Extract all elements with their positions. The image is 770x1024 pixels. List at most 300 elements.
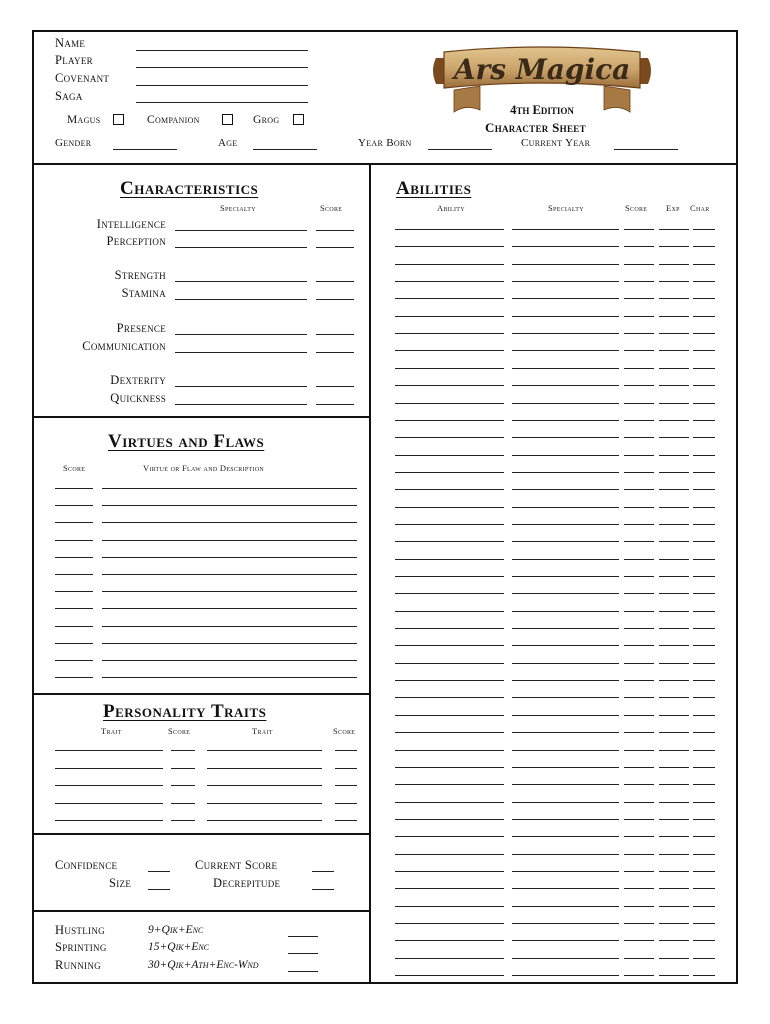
ability-char-field[interactable] xyxy=(693,836,715,837)
ability-char-field[interactable] xyxy=(693,819,715,820)
ability-char-field[interactable] xyxy=(693,229,715,230)
ability-char-field[interactable] xyxy=(693,732,715,733)
ability-score-field[interactable] xyxy=(624,611,654,612)
ability-score-field[interactable] xyxy=(624,472,654,473)
ability-char-field[interactable] xyxy=(693,576,715,577)
ability-char-field[interactable] xyxy=(693,437,715,438)
ability-exp-field[interactable] xyxy=(659,593,689,594)
ability-name-field[interactable] xyxy=(395,628,504,629)
characteristic-score-field[interactable] xyxy=(316,299,354,300)
ability-name-field[interactable] xyxy=(395,645,504,646)
trait-score-field[interactable] xyxy=(335,785,357,786)
ability-name-field[interactable] xyxy=(395,472,504,473)
ability-score-field[interactable] xyxy=(624,871,654,872)
ability-score-field[interactable] xyxy=(624,576,654,577)
trait-name-field[interactable] xyxy=(55,803,163,804)
ability-name-field[interactable] xyxy=(395,767,504,768)
trait-score-field[interactable] xyxy=(171,785,195,786)
ability-char-field[interactable] xyxy=(693,715,715,716)
grog-checkbox[interactable] xyxy=(293,114,304,125)
ability-score-field[interactable] xyxy=(624,697,654,698)
trait-score-field[interactable] xyxy=(171,820,195,821)
movement-value-field[interactable] xyxy=(288,971,318,972)
ability-name-field[interactable] xyxy=(395,316,504,317)
covenant-field[interactable] xyxy=(136,85,308,86)
ability-char-field[interactable] xyxy=(693,697,715,698)
ability-char-field[interactable] xyxy=(693,350,715,351)
ability-specialty-field[interactable] xyxy=(512,403,619,404)
ability-score-field[interactable] xyxy=(624,316,654,317)
characteristic-score-field[interactable] xyxy=(316,386,354,387)
ability-specialty-field[interactable] xyxy=(512,524,619,525)
ability-exp-field[interactable] xyxy=(659,507,689,508)
ability-specialty-field[interactable] xyxy=(512,923,619,924)
player-field[interactable] xyxy=(136,67,308,68)
ability-exp-field[interactable] xyxy=(659,854,689,855)
ability-exp-field[interactable] xyxy=(659,975,689,976)
ability-score-field[interactable] xyxy=(624,524,654,525)
trait-score-field[interactable] xyxy=(171,803,195,804)
ability-exp-field[interactable] xyxy=(659,958,689,959)
ability-specialty-field[interactable] xyxy=(512,472,619,473)
ability-name-field[interactable] xyxy=(395,507,504,508)
ability-char-field[interactable] xyxy=(693,663,715,664)
ability-score-field[interactable] xyxy=(624,281,654,282)
characteristic-specialty-field[interactable] xyxy=(175,281,307,282)
ability-name-field[interactable] xyxy=(395,732,504,733)
ability-char-field[interactable] xyxy=(693,420,715,421)
ability-score-field[interactable] xyxy=(624,715,654,716)
ability-specialty-field[interactable] xyxy=(512,281,619,282)
ability-score-field[interactable] xyxy=(624,836,654,837)
ability-specialty-field[interactable] xyxy=(512,593,619,594)
virtue-score-field[interactable] xyxy=(55,574,93,575)
ability-exp-field[interactable] xyxy=(659,524,689,525)
ability-char-field[interactable] xyxy=(693,281,715,282)
ability-specialty-field[interactable] xyxy=(512,350,619,351)
ability-name-field[interactable] xyxy=(395,715,504,716)
ability-exp-field[interactable] xyxy=(659,663,689,664)
virtue-score-field[interactable] xyxy=(55,643,93,644)
virtue-score-field[interactable] xyxy=(55,557,93,558)
ability-exp-field[interactable] xyxy=(659,420,689,421)
ability-specialty-field[interactable] xyxy=(512,385,619,386)
ability-specialty-field[interactable] xyxy=(512,541,619,542)
ability-score-field[interactable] xyxy=(624,767,654,768)
ability-char-field[interactable] xyxy=(693,888,715,889)
characteristic-score-field[interactable] xyxy=(316,230,354,231)
virtue-description-field[interactable] xyxy=(102,574,357,575)
characteristic-score-field[interactable] xyxy=(316,404,354,405)
ability-exp-field[interactable] xyxy=(659,923,689,924)
ability-name-field[interactable] xyxy=(395,750,504,751)
ability-name-field[interactable] xyxy=(395,836,504,837)
ability-score-field[interactable] xyxy=(624,802,654,803)
ability-specialty-field[interactable] xyxy=(512,229,619,230)
ability-name-field[interactable] xyxy=(395,420,504,421)
ability-exp-field[interactable] xyxy=(659,455,689,456)
ability-specialty-field[interactable] xyxy=(512,715,619,716)
name-field[interactable] xyxy=(136,50,308,51)
ability-specialty-field[interactable] xyxy=(512,958,619,959)
trait-score-field[interactable] xyxy=(335,750,357,751)
ability-score-field[interactable] xyxy=(624,489,654,490)
ability-specialty-field[interactable] xyxy=(512,611,619,612)
age-field[interactable] xyxy=(253,149,317,150)
ability-score-field[interactable] xyxy=(624,455,654,456)
ability-exp-field[interactable] xyxy=(659,802,689,803)
ability-name-field[interactable] xyxy=(395,368,504,369)
trait-score-header-2: Score xyxy=(333,726,356,736)
ability-char-field[interactable] xyxy=(693,385,715,386)
ability-score-field[interactable] xyxy=(624,593,654,594)
ability-name-field[interactable] xyxy=(395,524,504,525)
ability-specialty-field[interactable] xyxy=(512,628,619,629)
ability-specialty-field[interactable] xyxy=(512,489,619,490)
trait-name-field[interactable] xyxy=(55,785,163,786)
saga-field[interactable] xyxy=(136,102,308,103)
ability-score-field[interactable] xyxy=(624,385,654,386)
ability-score-field[interactable] xyxy=(624,628,654,629)
ability-char-field[interactable] xyxy=(693,472,715,473)
virtue-description-field[interactable] xyxy=(102,540,357,541)
ability-score-field[interactable] xyxy=(624,854,654,855)
ability-specialty-field[interactable] xyxy=(512,802,619,803)
ability-exp-field[interactable] xyxy=(659,541,689,542)
virtue-score-field[interactable] xyxy=(55,591,93,592)
ability-exp-field[interactable] xyxy=(659,836,689,837)
size-field[interactable] xyxy=(148,889,170,890)
ability-exp-field[interactable] xyxy=(659,628,689,629)
movement-value-field[interactable] xyxy=(288,936,318,937)
ability-name-field[interactable] xyxy=(395,403,504,404)
ability-name-field[interactable] xyxy=(395,437,504,438)
ability-specialty-field[interactable] xyxy=(512,333,619,334)
ability-specialty-field[interactable] xyxy=(512,784,619,785)
ability-exp-field[interactable] xyxy=(659,229,689,230)
ability-exp-field[interactable] xyxy=(659,645,689,646)
ability-char-field[interactable] xyxy=(693,246,715,247)
ability-exp-field[interactable] xyxy=(659,403,689,404)
magus-checkbox[interactable] xyxy=(113,114,124,125)
ability-name-field[interactable] xyxy=(395,784,504,785)
ability-specialty-field[interactable] xyxy=(512,732,619,733)
confidence-field[interactable] xyxy=(148,871,170,872)
ability-char-field[interactable] xyxy=(693,368,715,369)
ability-char-field[interactable] xyxy=(693,958,715,959)
ability-exp-field[interactable] xyxy=(659,385,689,386)
ability-exp-field[interactable] xyxy=(659,732,689,733)
ability-exp-field[interactable] xyxy=(659,906,689,907)
ability-name-field[interactable] xyxy=(395,333,504,334)
trait-name-field[interactable] xyxy=(55,768,163,769)
ability-specialty-field[interactable] xyxy=(512,507,619,508)
ability-exp-field[interactable] xyxy=(659,680,689,681)
ability-specialty-field[interactable] xyxy=(512,680,619,681)
virtue-score-field[interactable] xyxy=(55,488,93,489)
trait-name-field[interactable] xyxy=(207,803,322,804)
ability-char-field[interactable] xyxy=(693,940,715,941)
ability-exp-field[interactable] xyxy=(659,437,689,438)
ability-char-field[interactable] xyxy=(693,559,715,560)
trait-score-field[interactable] xyxy=(335,768,357,769)
year-born-field[interactable] xyxy=(428,149,492,150)
ability-score-field[interactable] xyxy=(624,420,654,421)
characteristic-score-field[interactable] xyxy=(316,352,354,353)
trait-name-field[interactable] xyxy=(207,785,322,786)
virtue-score-field[interactable] xyxy=(55,626,93,627)
trait-name-field[interactable] xyxy=(207,820,322,821)
ability-score-field[interactable] xyxy=(624,819,654,820)
ability-exp-field[interactable] xyxy=(659,298,689,299)
ability-name-field[interactable] xyxy=(395,281,504,282)
ability-name-field[interactable] xyxy=(395,350,504,351)
ability-name-field[interactable] xyxy=(395,264,504,265)
ability-score-field[interactable] xyxy=(624,368,654,369)
ability-char-field[interactable] xyxy=(693,611,715,612)
virtue-description-field[interactable] xyxy=(102,626,357,627)
ability-name-field[interactable] xyxy=(395,576,504,577)
trait-name-field[interactable] xyxy=(207,750,322,751)
ability-score-field[interactable] xyxy=(624,888,654,889)
ability-exp-field[interactable] xyxy=(659,281,689,282)
ability-specialty-field[interactable] xyxy=(512,559,619,560)
ability-exp-field[interactable] xyxy=(659,264,689,265)
ability-specialty-field[interactable] xyxy=(512,767,619,768)
ability-char-field[interactable] xyxy=(693,298,715,299)
ability-score-field[interactable] xyxy=(624,403,654,404)
ability-exp-field[interactable] xyxy=(659,888,689,889)
companion-checkbox[interactable] xyxy=(222,114,233,125)
ability-specialty-field[interactable] xyxy=(512,940,619,941)
movement-value-field[interactable] xyxy=(288,953,318,954)
virtue-description-field[interactable] xyxy=(102,522,357,523)
ability-exp-field[interactable] xyxy=(659,784,689,785)
ability-score-field[interactable] xyxy=(624,940,654,941)
ability-exp-field[interactable] xyxy=(659,316,689,317)
trait-name-field[interactable] xyxy=(55,820,163,821)
ability-score-field[interactable] xyxy=(624,246,654,247)
ability-name-field[interactable] xyxy=(395,489,504,490)
ability-char-field[interactable] xyxy=(693,628,715,629)
ability-exp-field[interactable] xyxy=(659,715,689,716)
ability-specialty-field[interactable] xyxy=(512,298,619,299)
trait-name-field[interactable] xyxy=(55,750,163,751)
ability-score-field[interactable] xyxy=(624,645,654,646)
virtue-score-field[interactable] xyxy=(55,660,93,661)
ability-exp-field[interactable] xyxy=(659,489,689,490)
ability-score-field[interactable] xyxy=(624,333,654,334)
ability-score-field[interactable] xyxy=(624,298,654,299)
ability-score-field[interactable] xyxy=(624,229,654,230)
ability-char-field[interactable] xyxy=(693,871,715,872)
trait-score-field[interactable] xyxy=(171,768,195,769)
characteristic-specialty-field[interactable] xyxy=(175,230,307,231)
ability-specialty-field[interactable] xyxy=(512,645,619,646)
ability-specialty-field[interactable] xyxy=(512,455,619,456)
ability-char-field[interactable] xyxy=(693,403,715,404)
ability-specialty-field[interactable] xyxy=(512,750,619,751)
ability-score-field[interactable] xyxy=(624,507,654,508)
ability-score-field[interactable] xyxy=(624,784,654,785)
ability-exp-field[interactable] xyxy=(659,559,689,560)
ability-score-field[interactable] xyxy=(624,750,654,751)
current-score-field[interactable] xyxy=(312,871,334,872)
ability-char-field[interactable] xyxy=(693,750,715,751)
characteristic-specialty-field[interactable] xyxy=(175,352,307,353)
virtue-score-field[interactable] xyxy=(55,677,93,678)
ability-name-field[interactable] xyxy=(395,906,504,907)
ability-name-field[interactable] xyxy=(395,559,504,560)
ability-name-field[interactable] xyxy=(395,871,504,872)
ability-char-field[interactable] xyxy=(693,854,715,855)
ability-char-field[interactable] xyxy=(693,455,715,456)
ability-char-field[interactable] xyxy=(693,906,715,907)
characteristic-score-field[interactable] xyxy=(316,281,354,282)
ability-score-field[interactable] xyxy=(624,923,654,924)
ability-exp-field[interactable] xyxy=(659,350,689,351)
characteristic-specialty-field[interactable] xyxy=(175,334,307,335)
ability-specialty-field[interactable] xyxy=(512,420,619,421)
ability-char-field[interactable] xyxy=(693,784,715,785)
ability-specialty-field[interactable] xyxy=(512,368,619,369)
trait-score-field[interactable] xyxy=(335,803,357,804)
ability-score-field[interactable] xyxy=(624,541,654,542)
ability-name-field[interactable] xyxy=(395,663,504,664)
trait-name-field[interactable] xyxy=(207,768,322,769)
ability-char-field[interactable] xyxy=(693,680,715,681)
virtue-description-field[interactable] xyxy=(102,557,357,558)
ability-exp-field[interactable] xyxy=(659,246,689,247)
characteristic-specialty-field[interactable] xyxy=(175,247,307,248)
ability-score-field[interactable] xyxy=(624,732,654,733)
virtues-title: Virtues and Flaws xyxy=(108,431,265,452)
ability-name-field[interactable] xyxy=(395,697,504,698)
ability-char-field[interactable] xyxy=(693,802,715,803)
ability-char-field[interactable] xyxy=(693,264,715,265)
trait-score-field[interactable] xyxy=(171,750,195,751)
ability-char-field[interactable] xyxy=(693,507,715,508)
ability-specialty-field[interactable] xyxy=(512,264,619,265)
ability-exp-field[interactable] xyxy=(659,472,689,473)
ability-specialty-field[interactable] xyxy=(512,576,619,577)
ability-name-field[interactable] xyxy=(395,593,504,594)
ability-score-field[interactable] xyxy=(624,264,654,265)
ability-char-field[interactable] xyxy=(693,489,715,490)
virtue-score-field[interactable] xyxy=(55,522,93,523)
ability-name-field[interactable] xyxy=(395,958,504,959)
ability-score-field[interactable] xyxy=(624,663,654,664)
decrepitude-field[interactable] xyxy=(312,889,334,890)
ability-name-field[interactable] xyxy=(395,455,504,456)
virtue-description-field[interactable] xyxy=(102,643,357,644)
ability-name-field[interactable] xyxy=(395,541,504,542)
ability-char-field[interactable] xyxy=(693,593,715,594)
ability-name-field[interactable] xyxy=(395,854,504,855)
characteristic-specialty-field[interactable] xyxy=(175,386,307,387)
ability-char-field[interactable] xyxy=(693,316,715,317)
virtue-description-field[interactable] xyxy=(102,591,357,592)
ability-name-field[interactable] xyxy=(395,298,504,299)
ability-char-field[interactable] xyxy=(693,975,715,976)
trait-score-field[interactable] xyxy=(335,820,357,821)
ability-name-field[interactable] xyxy=(395,680,504,681)
ability-specialty-field[interactable] xyxy=(512,975,619,976)
ability-exp-field[interactable] xyxy=(659,871,689,872)
ability-name-field[interactable] xyxy=(395,940,504,941)
virtue-score-field[interactable] xyxy=(55,505,93,506)
ability-specialty-field[interactable] xyxy=(512,854,619,855)
ability-name-field[interactable] xyxy=(395,888,504,889)
ability-name-field[interactable] xyxy=(395,802,504,803)
ability-score-field[interactable] xyxy=(624,680,654,681)
ability-exp-field[interactable] xyxy=(659,767,689,768)
ability-score-field[interactable] xyxy=(624,437,654,438)
characteristic-specialty-field[interactable] xyxy=(175,299,307,300)
ability-char-field[interactable] xyxy=(693,645,715,646)
virtue-score-field[interactable] xyxy=(55,540,93,541)
characteristic-score-field[interactable] xyxy=(316,247,354,248)
ability-char-field[interactable] xyxy=(693,333,715,334)
ability-name-field[interactable] xyxy=(395,229,504,230)
ability-name-field[interactable] xyxy=(395,923,504,924)
ability-name-field[interactable] xyxy=(395,385,504,386)
ability-specialty-field[interactable] xyxy=(512,906,619,907)
ability-exp-field[interactable] xyxy=(659,750,689,751)
virtue-description-field[interactable] xyxy=(102,660,357,661)
ability-specialty-field[interactable] xyxy=(512,819,619,820)
ability-specialty-field[interactable] xyxy=(512,836,619,837)
ability-exp-field[interactable] xyxy=(659,368,689,369)
ability-specialty-field[interactable] xyxy=(512,871,619,872)
ability-exp-field[interactable] xyxy=(659,940,689,941)
ability-name-field[interactable] xyxy=(395,975,504,976)
ability-exp-field[interactable] xyxy=(659,819,689,820)
virtue-description-field[interactable] xyxy=(102,505,357,506)
ability-specialty-field[interactable] xyxy=(512,437,619,438)
virtue-description-field[interactable] xyxy=(102,608,357,609)
virtue-description-field[interactable] xyxy=(102,488,357,489)
ability-specialty-field[interactable] xyxy=(512,316,619,317)
gender-field[interactable] xyxy=(113,149,177,150)
ability-char-field[interactable] xyxy=(693,524,715,525)
ability-score-field[interactable] xyxy=(624,975,654,976)
ability-char-field[interactable] xyxy=(693,923,715,924)
characteristic-score-field[interactable] xyxy=(316,334,354,335)
ability-specialty-field[interactable] xyxy=(512,246,619,247)
virtue-score-field[interactable] xyxy=(55,608,93,609)
ability-exp-field[interactable] xyxy=(659,576,689,577)
ability-exp-field[interactable] xyxy=(659,333,689,334)
ability-exp-field[interactable] xyxy=(659,611,689,612)
virtue-description-field[interactable] xyxy=(102,677,357,678)
ability-score-field[interactable] xyxy=(624,906,654,907)
ability-char-field[interactable] xyxy=(693,541,715,542)
current-year-field[interactable] xyxy=(614,149,678,150)
ability-exp-field[interactable] xyxy=(659,697,689,698)
ability-char-field[interactable] xyxy=(693,767,715,768)
ability-specialty-field[interactable] xyxy=(512,888,619,889)
characteristic-specialty-field[interactable] xyxy=(175,404,307,405)
ability-score-field[interactable] xyxy=(624,350,654,351)
ability-name-field[interactable] xyxy=(395,819,504,820)
ability-specialty-field[interactable] xyxy=(512,697,619,698)
ability-score-field[interactable] xyxy=(624,958,654,959)
ability-score-field[interactable] xyxy=(624,559,654,560)
ability-specialty-field[interactable] xyxy=(512,663,619,664)
ability-name-field[interactable] xyxy=(395,246,504,247)
ability-name-field[interactable] xyxy=(395,611,504,612)
